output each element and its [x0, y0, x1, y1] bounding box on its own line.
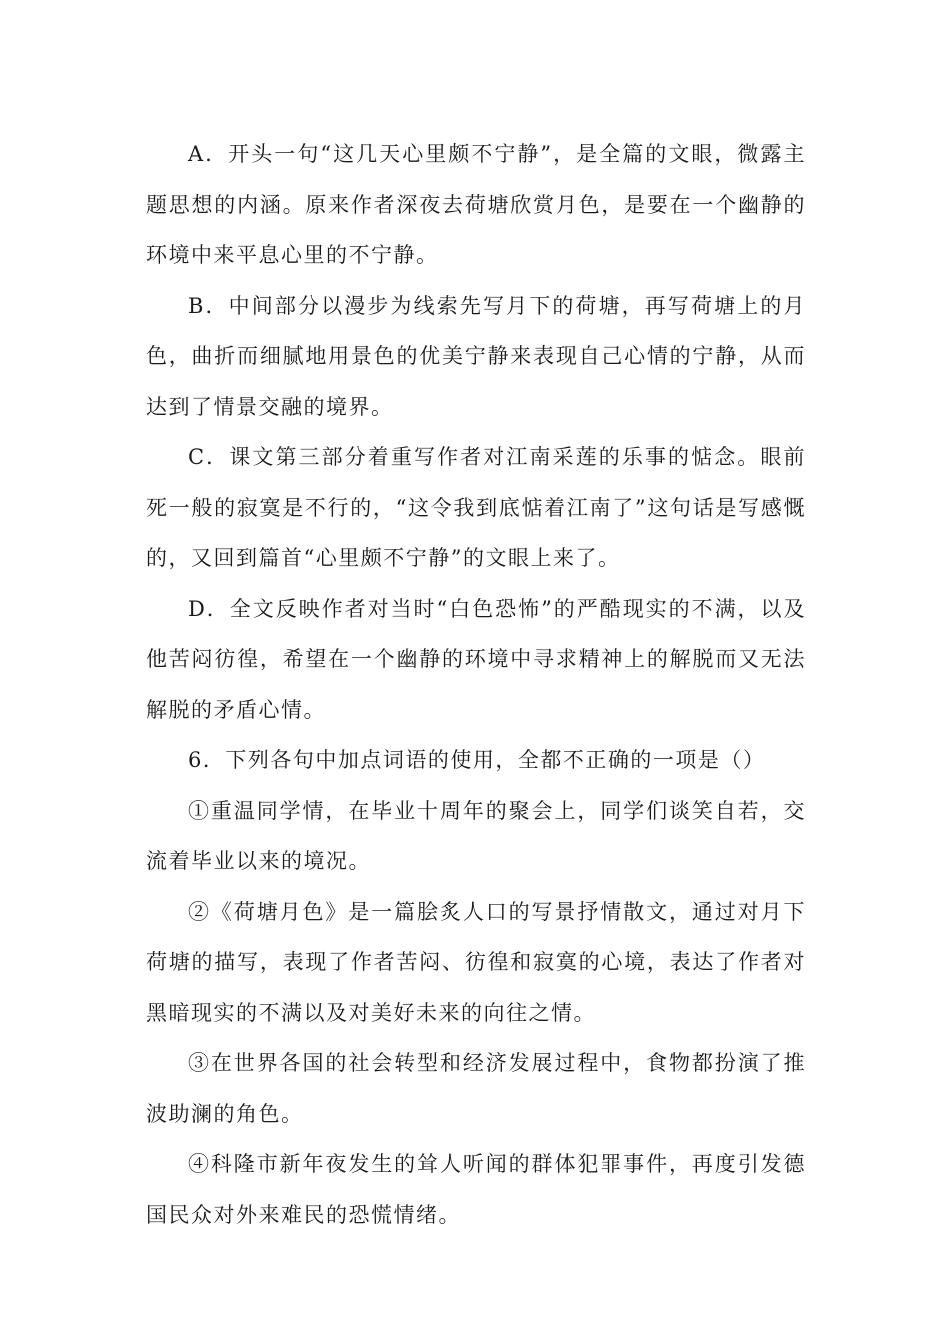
option-a-paragraph: A．开头一句“这几天心里颇不宁静”，是全篇的文眼，微露主题思想的内涵。原来作者深夜去荷塘欣赏月色，是要在一个幽静的环境中来平息心里的不宁静。 — [146, 142, 806, 267]
option-d-paragraph: D．全文反映作者对当时“白色恐怖”的严酷现实的不满，以及他苦闷彷徨，希望在一个幽静的环境中寻求精神上的解脱而又无法解脱的矛盾心情。 — [146, 596, 806, 722]
sentence-4-paragraph: ④科隆市新年夜发生的耸人听闻的群体犯罪事件，再度引发德国民众对外来难民的恐慌情绪。 — [146, 1152, 806, 1227]
document-body — [146, 129, 806, 1240]
option-b-paragraph: B．中间部分以漫步为线索先写月下的荷塘，再写荷塘上的月色，曲折而细腻地用景色的优美宁静来表现自己心情的宁静，从而达到了情景交融的境界。 — [146, 293, 806, 419]
sentence-1-paragraph: ①重温同学情，在毕业十周年的聚会上，同学们谈笑自若，交流着毕业以来的境况。 — [146, 798, 806, 873]
question-6-stem: 6．下列各句中加点词语的使用，全都不正确的一项是（） — [188, 748, 766, 772]
sentence-2-paragraph: ②《荷塘月色》是一篇脍炙人口的写景抒情散文，通过对月下荷塘的描写，表现了作者苦闷、彷徨和寂寞的心境，表达了作者对黑暗现实的不满以及对美好未来的向往之情。 — [146, 899, 806, 1025]
sentence-3-paragraph: ③在世界各国的社会转型和经济发展过程中，食物都扮演了推波助澜的角色。 — [146, 1051, 806, 1126]
option-c-paragraph: C．课文第三部分着重写作者对江南采莲的乐事的惦念。眼前死一般的寂寞是不行的，“这令我到底惦着江南了”这句话是写感慨的，又回到篇首“心里颇不宁静”的文眼上来了。 — [146, 445, 806, 570]
